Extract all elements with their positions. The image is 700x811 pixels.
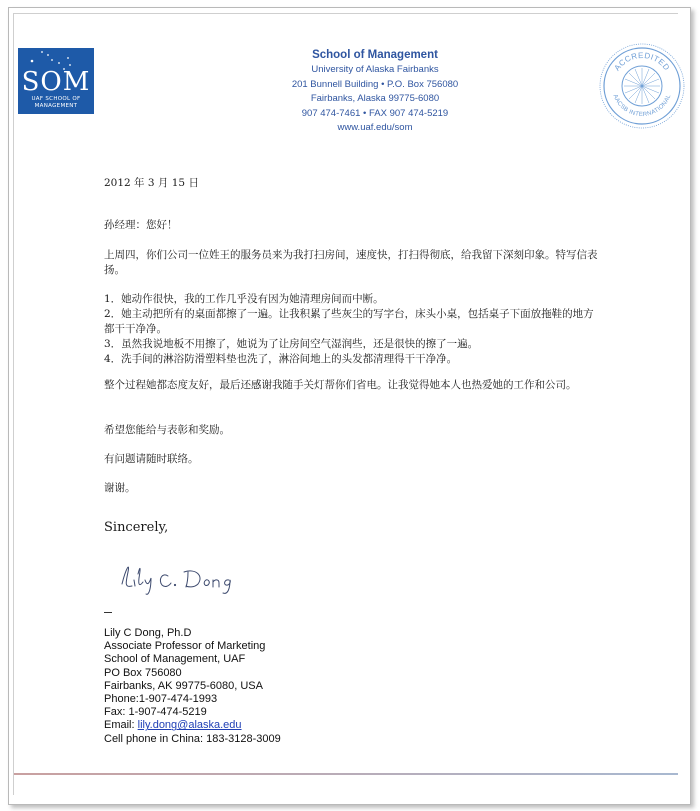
aacsb-accreditation-seal (598, 42, 686, 130)
school-name: School of Management (312, 49, 438, 61)
signer-fax: Fax: 1-907-474-5219 (104, 706, 207, 719)
letter-request: 希望您能给与表彰和奖励。 (104, 424, 230, 436)
logo-subtitle-line2: MANAGEMENT (34, 102, 78, 109)
city-address: Fairbanks, Alaska 99775-6080 (310, 93, 440, 104)
signer-name: Lily C Dong, Ph.D (104, 627, 192, 639)
letter-greeting: 孙经理：您好！ (104, 219, 178, 231)
letter-date: 2012 年 3 月 15 日 (104, 177, 199, 189)
logo-subtitle (18, 96, 94, 109)
signature-block (104, 627, 404, 746)
signature-line (104, 612, 112, 613)
email-link[interactable]: lily.dong@alaska.edu (137, 719, 242, 732)
signer-city: Fairbanks, AK 99775-6080, USA (104, 679, 263, 692)
logo-main-text: SOM (21, 67, 91, 97)
phone-fax: 907 474-7461 • FAX 907 474-5219 (301, 107, 449, 119)
list-item: 1．她动作很快，我的工作几乎没有因为她清理房间而中断。 (104, 293, 384, 305)
som-logo (18, 48, 94, 114)
signer-cell: Cell phone in China: 183-3128-3009 (104, 732, 281, 745)
signer-phone: Phone:1-907-474-1993 (104, 693, 218, 706)
letter-contact-note: 有问题请随时联络。 (104, 453, 199, 465)
university-name: University of Alaska Fairbanks (311, 64, 439, 75)
list-item: 4．洗手间的淋浴防滑塑料垫也洗了，淋浴间地上的头发都清理得干干净净。 (104, 353, 458, 365)
list-item: 2．她主动把所有的桌面都擦了一遍。让我积累了些灰尘的写字台，床头小桌，包括桌子下面放拖鞋的地方都干干净净。 (104, 308, 594, 335)
signer-school: School of Management, UAF (104, 653, 246, 666)
letter-paragraph-2: 整个过程她都态度友好，最后还感谢我随手关灯帮你们省电。让我觉得她本人也热爱她的工作和公司。 (104, 379, 577, 391)
letter-paragraph-1: 上周四，你们公司一位姓王的服务员来为我打扫房间，速度快，打扫得彻底，给我留下深刻印象。特写信表扬。 (104, 249, 598, 276)
street-address: 201 Bunnell Building • P.O. Box 756080 (291, 78, 459, 90)
seal-text-bottom: AACSB INTERNATIONAL (611, 93, 673, 119)
list-item: 3．虽然我说地板不用擦了，她说为了让房间空气湿润些，还是很快的擦了一遍。 (104, 338, 479, 350)
footer-rule (14, 773, 678, 775)
handwritten-signature (118, 558, 238, 598)
signer-po-box: PO Box 756080 (104, 666, 182, 679)
email-label: Email: (104, 719, 138, 732)
letterhead-address-block (260, 48, 490, 136)
closing: Sincerely, (104, 520, 169, 535)
website: www.uaf.edu/som (337, 122, 413, 133)
seal-text-top: ACCREDITED (612, 50, 672, 73)
logo-subtitle-line1: UAF SCHOOL OF (31, 96, 81, 102)
signer-title: Associate Professor of Marketing (104, 640, 266, 653)
letter-thanks: 谢谢。 (104, 482, 136, 494)
signer-email-row (104, 719, 404, 732)
praise-list (104, 292, 604, 367)
